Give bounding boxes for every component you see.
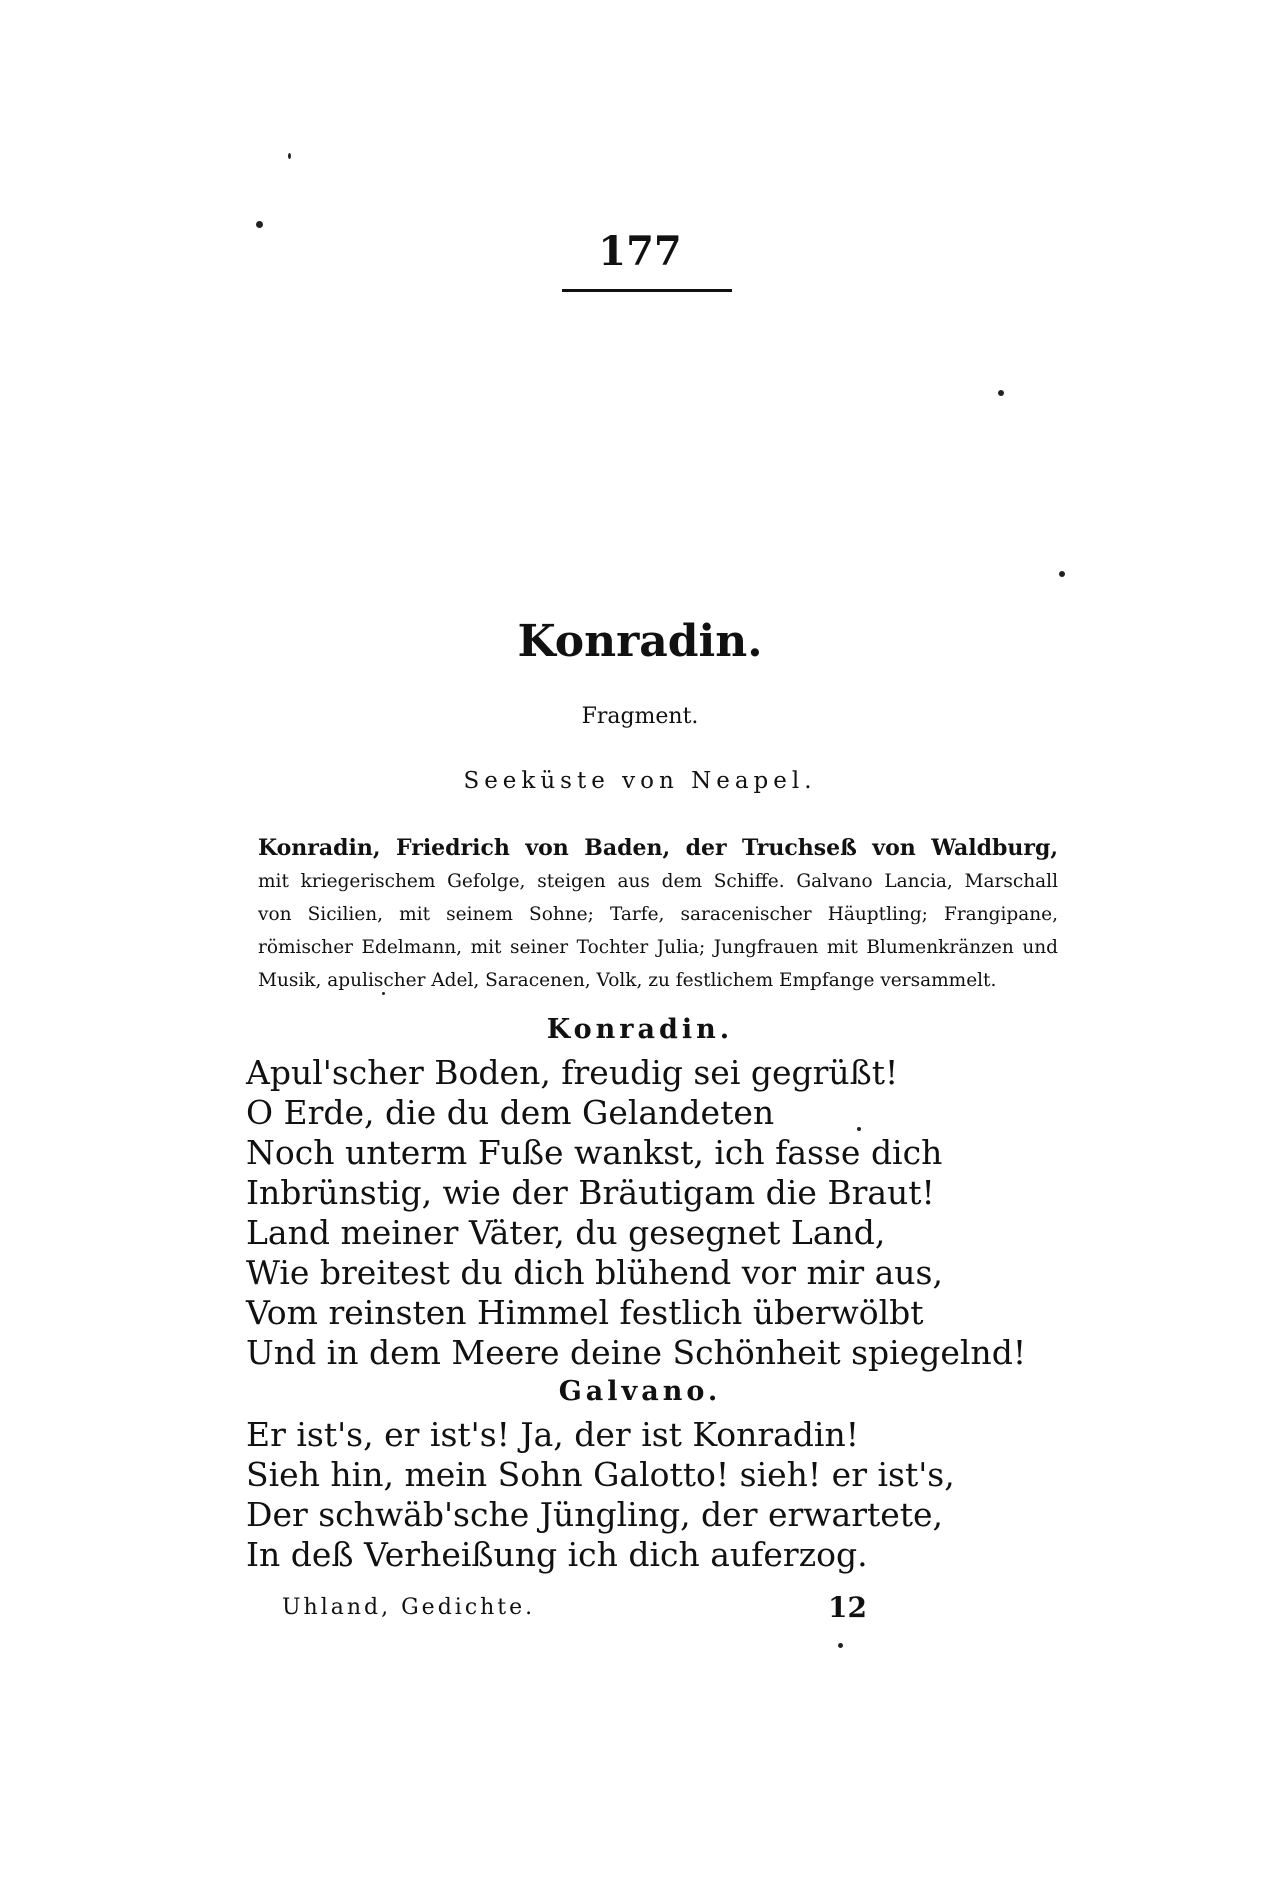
header-rule [562, 289, 732, 292]
sheet-number: 12 [828, 1591, 867, 1624]
cast-line: Konradin, Friedrich von Baden, der Truchseß von Waldburg, [258, 835, 1058, 861]
cast-line: Musik, apulischer Adel, Saracenen, Volk, zu festlichem Empfange versammelt. [258, 970, 997, 991]
verse-line: Er ist's, er ist's! Ja, der ist Konradin! [246, 1415, 859, 1454]
cast-line: römischer Edelmann, mit seiner Tochter Julia; Jungfrauen mit Blumenkränzen und [258, 937, 1058, 958]
speaker-name: Konradin. [546, 1014, 734, 1045]
scan-speck [998, 390, 1004, 396]
verse-line: Wie breitest du dich blühend vor mir aus, [246, 1253, 943, 1292]
verse-line: Apul'scher Boden, freudig sei gegrüßt! [246, 1053, 899, 1092]
cast-list [258, 832, 1058, 997]
scan-speck [1059, 571, 1065, 577]
verse-line: Inbrünstig, wie der Bräutigam die Braut! [246, 1173, 935, 1212]
verse-line: Land meiner Väter, du gesegnet Land, [246, 1213, 886, 1252]
speaker-name: Galvano. [558, 1376, 722, 1407]
verse-line: Der schwäb'sche Jüngling, der erwartete, [246, 1495, 944, 1534]
verse-line: Sieh hin, mein Sohn Galotto! sieh! er ist's, [246, 1455, 955, 1494]
scan-speck [382, 992, 385, 995]
poem-subtitle: Fragment. [581, 704, 699, 729]
scan-speck [256, 221, 263, 228]
verse-line: O Erde, die du dem Gelandeten [246, 1093, 775, 1132]
verse-line: In deß Verheißung ich dich auferzog. [246, 1535, 868, 1574]
scene-heading: Seeküste von Neapel. [463, 768, 817, 794]
scan-speck [838, 1643, 843, 1648]
cast-line: mit kriegerischem Gefolge, steigen aus dem Schiffe. Galvano Lancia, Marschall [258, 871, 1058, 892]
poem-title: Konradin. [517, 616, 763, 667]
page-number: 177 [598, 228, 682, 275]
verse-line: Noch unterm Fuße wankst, ich fasse dich [246, 1133, 943, 1172]
scan-speck [857, 1127, 861, 1131]
scan-speck [288, 153, 291, 159]
verse-line: Vom reinsten Himmel festlich überwölbt [246, 1293, 924, 1332]
cast-line: von Sicilien, mit seinem Sohne; Tarfe, saracenischer Häuptling; Frangipane, [258, 904, 1058, 925]
signature-line: Uhland, Gedichte. [282, 1595, 536, 1620]
verse-line: Und in dem Meere deine Schönheit spiegelnd! [246, 1333, 1027, 1372]
